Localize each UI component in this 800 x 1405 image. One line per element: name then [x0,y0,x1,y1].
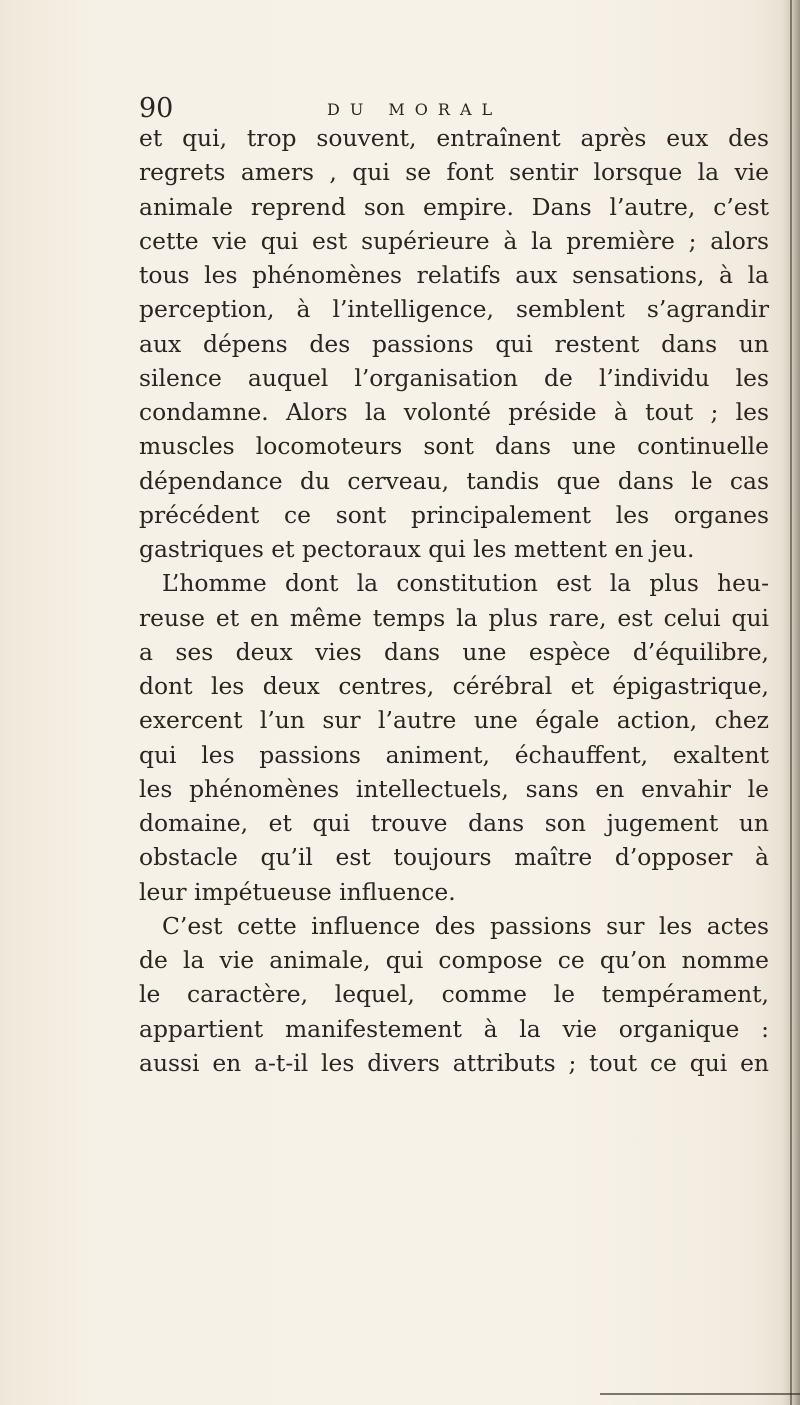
running-head: DU MORAL [327,100,503,119]
text-line: domaine, et qui trouve dans son jugement un [139,809,769,837]
text-line: exercent l’un sur l’autre une égale action, chez [139,706,769,735]
text-line: appartient manifestement à la vie organique : [139,1014,769,1043]
body-text [139,122,769,1081]
text-line: C’est cette influence des passions sur les actes [162,911,769,940]
text-line: muscles locomoteurs sont dans une continuelle [139,432,769,461]
text-line: perception, à l’intelligence, semblent s’agrandir [139,295,769,324]
text-line: cette vie qui est supérieure à la première ; alors [139,226,769,255]
text-line: condamne. Alors la volonté préside à tout ; les [139,398,769,426]
text-line: aussi en a-t-il les divers attributs ; tout ce qui en [139,1048,769,1077]
text-line: les phénomènes intellectuels, sans en envahir le [139,774,769,803]
text-line: aux dépens des passions qui restent dans un [139,329,769,358]
text-line: dont les deux centres, cérébral et épigastrique, [139,672,769,700]
text-line: L’homme dont la constitution est la plus heu- [162,569,769,598]
text-line: précédent ce sont principalement les organes [139,500,769,529]
page-bottom-rule [600,1393,800,1395]
text-line: regrets amers , qui se font sentir lorsque la vie [139,158,769,187]
text-line: reuse et en même temps la plus rare, est celui qui [139,603,769,632]
text-line: tous les phénomènes relatifs aux sensations, à la [139,261,769,289]
text-line: silence auquel l’organisation de l’individu les [139,363,769,392]
text-line: et qui, trop souvent, entraînent après eux des [139,124,769,152]
text-line: animale reprend son empire. Dans l’autre, c’est [139,192,769,221]
page-number: 90 [139,93,174,124]
page-edge-line [790,0,792,1405]
text-line: gastriques et pectoraux qui les mettent en jeu. [139,535,695,563]
text-line: le caractère, lequel, comme le tempérament, [139,980,769,1009]
text-line: qui les passions animent, échauffent, exaltent [139,740,769,769]
text-line: obstacle qu’il est toujours maître d’opposer à [139,843,769,872]
text-line: de la vie animale, qui compose ce qu’on nomme [139,946,769,974]
text-line: a ses deux vies dans une espèce d’équilibre, [139,637,769,666]
text-line: dépendance du cerveau, tandis que dans le cas [139,466,769,495]
text-line: leur impétueuse influence. [139,877,456,906]
